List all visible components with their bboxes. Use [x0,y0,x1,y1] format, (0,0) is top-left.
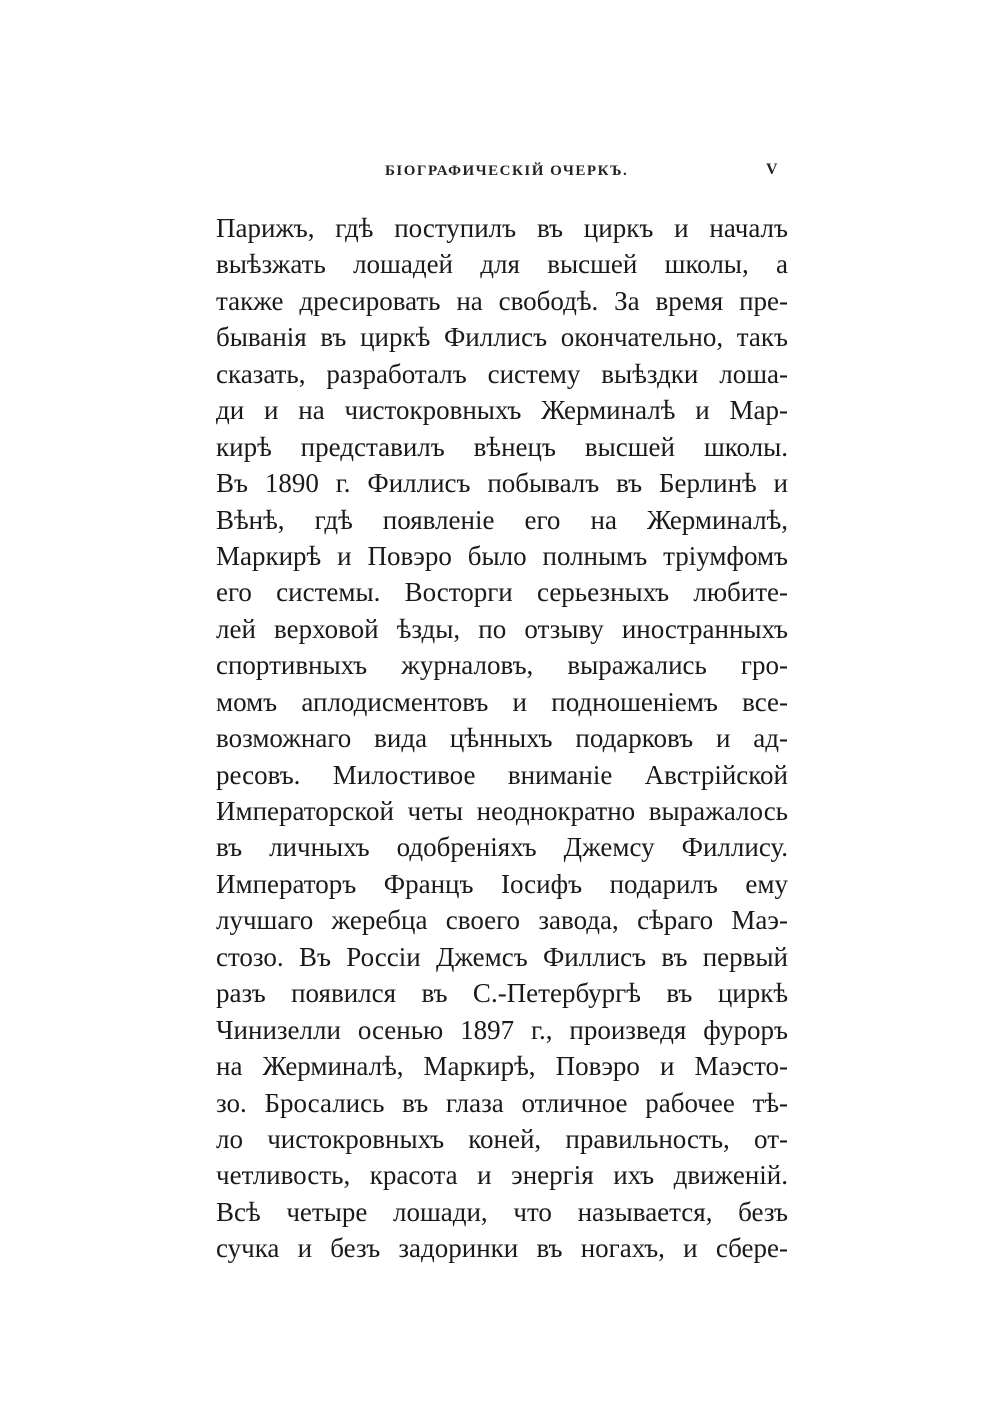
text-line: лучшаго жеребца своего завода, сѣраго Маэ- [216,905,788,936]
text-line: сказать, разработалъ систему выѣздки лоша- [216,358,788,389]
text-line: кирѣ представилъ вѣнецъ высшей школы. [216,431,788,462]
text-line: также дресировать на свободѣ. За время пре- [216,285,788,316]
text-line: Императоръ Францъ Iосифъ подарилъ ему [216,868,788,899]
text-line: его системы. Восторги серьезныхъ любите- [216,577,788,608]
text-line: на Жерминалѣ, Маркирѣ, Повэро и Маэсто- [216,1051,788,1082]
text-line: четливость, красота и энергiя ихъ движенiй. [216,1160,788,1191]
text-line: Въ 1890 г. Филлисъ побывалъ въ Берлинѣ и [216,468,788,499]
text-line: Вѣнѣ, гдѣ появленiе его на Жерминалѣ, [216,504,788,535]
page-number: V [766,161,778,178]
text-line: момъ аплодисментовъ и подношенiемъ все- [216,686,788,717]
running-header: БIОГРАФИЧЕСКIЙ ОЧЕРКЪ. [385,163,629,179]
text-line: зо. Бросались въ глаза отличное рабочее тѣ- [216,1087,788,1118]
body-text [216,210,788,1267]
text-line: выѣзжать лошадей для высшей школы, а [216,249,788,280]
text-line: ло чистокровныхъ коней, правильность, от- [216,1123,788,1154]
text-line: возможнаго вида цѣнныхъ подарковъ и ад- [216,723,788,754]
text-line: спортивныхъ журналовъ, выражались гро- [216,650,788,681]
text-line: Парижъ, гдѣ поступилъ въ циркъ и началъ [216,213,788,243]
text-line: ресовъ. Милостивое вниманiе Австрiйской [216,759,788,790]
text-line: Чинизелли осенью 1897 г., произведя фуроръ [216,1014,788,1045]
text-line: лей верховой ѣзды, по отзыву иностранныхъ [216,613,788,644]
text-line: быванiя въ циркѣ Филлисъ окончательно, такъ [216,322,788,353]
text-line: сучка и безъ задоринки въ ногахъ, и сбере- [216,1233,788,1264]
text-line: Императорской четы неоднократно выражалось [216,796,788,826]
text-line: въ личныхъ одобренiяхъ Джемсу Филлису. [216,832,788,863]
text-line: Всѣ четыре лошади, что называется, безъ [216,1196,788,1227]
text-line: стозо. Въ Россiи Джемсъ Филлисъ въ первый [216,941,788,972]
text-line: Маркирѣ и Повэро было полнымъ трiумфомъ [216,540,788,571]
text-line: разъ появился въ С.-Петербургѣ въ циркѣ [216,978,788,1009]
text-line: ди и на чистокровныхъ Жерминалѣ и Мар- [216,395,788,426]
